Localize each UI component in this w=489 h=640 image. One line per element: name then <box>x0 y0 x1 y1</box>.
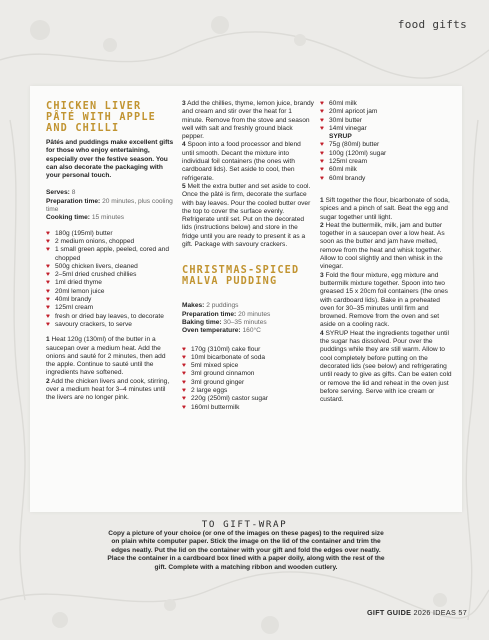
column-3 <box>320 100 454 404</box>
recipe1-intro: Pâtés and puddings make excellent gifts for those who enjoy entertaining, especially over the festive season. You can also decorate the packaging with your personal touch. <box>46 139 174 180</box>
list-item: ♥ 20ml lemon juice <box>46 287 105 295</box>
recipe1-step: 2 Add the chicken livers and cook, stirring, over a medium heat for 3–4 minutes until the livers are no longer pink. <box>46 377 170 402</box>
list-item: ♥ 125ml cream <box>46 304 94 312</box>
heart-bullet-icon: ♥ <box>46 237 50 245</box>
heart-bullet-icon: ♥ <box>182 403 186 411</box>
recipe1-ingredients <box>46 230 176 330</box>
list-item: ♥ 500g chicken livers, cleaned <box>46 262 138 270</box>
gift-wrap-text: Copy a picture of your choice (or one of the images on these pages) to the required size on plain white computer paper. Stick the image on the lid of the container and trim the edges neatly. Put the lid on the container with your gift and fold the edges over neatly. Place the container in a cardboard box lined with a paper doily, along with the rest of the gift. Complete with a matching ribbon and wooden cutlery. <box>107 530 385 571</box>
heart-bullet-icon: ♥ <box>320 158 324 166</box>
list-item: ♥ 125ml cream <box>320 158 368 166</box>
gift-wrap-title: TO GIFT-WRAP <box>201 519 288 530</box>
list-item: ♥ 75g (80ml) butter <box>320 141 380 149</box>
recipe1-step: 1 Heat 120g (130ml) of the butter in a saucepan over a medium heat. Add the onions and sauté for 2 minutes, then add the apple. Continue to sauté until the ingredients have softened. <box>46 336 166 377</box>
recipe1-title: CHICKEN LIVER PÂTÉ WITH APPLE AND CHILLI <box>46 101 157 134</box>
list-item: ♥ 1 small green apple, peeled, cored and chopped <box>46 246 170 262</box>
heart-bullet-icon: ♥ <box>320 149 324 157</box>
recipe1-step: 5 Melt the extra butter and set aside to cool. Once the pâté is firm, decorate the surface with bay leaves. Pour the cooled butter over the top to cover the surface evenly. Refrigerate until set. Put on the decorated lids (instructions below) and store in the fridge until you are ready to present it as a gift. Package with savoury crackers. <box>182 182 311 249</box>
list-item: ♥ 170g (310ml) cake flour <box>182 345 261 353</box>
heart-bullet-icon: ♥ <box>46 304 50 312</box>
page-number: 57 <box>458 608 467 617</box>
list-item: ♥ 180g (195ml) butter <box>46 229 113 237</box>
oven-line: Oven temperature: 160°C <box>182 327 261 335</box>
list-item: ♥ 60ml milk <box>320 166 357 174</box>
heart-bullet-icon: ♥ <box>182 378 186 386</box>
recipe2-ingredients-cont <box>320 100 454 133</box>
syrup-ingredients <box>320 141 454 182</box>
page-footer: GIFT GUIDE 2026 IDEAS 57 <box>367 608 467 617</box>
heart-bullet-icon: ♥ <box>46 287 50 295</box>
recipe2-step: 1 Sift together the flour, bicarbonate of soda, spices and a pinch of salt. Beat the egg and sugar together until light. <box>320 196 450 221</box>
list-item: ♥ 14ml vinegar <box>320 124 367 132</box>
list-item: ♥ 100g (120ml) sugar <box>320 149 387 157</box>
heart-bullet-icon: ♥ <box>182 345 186 353</box>
list-item: ♥ 2 large eggs <box>182 387 228 395</box>
heart-bullet-icon: ♥ <box>182 370 186 378</box>
list-item: ♥ 60ml milk <box>320 100 357 107</box>
heart-bullet-icon: ♥ <box>46 320 50 328</box>
cook-line: Cooking time: 15 minutes <box>46 214 125 222</box>
list-item: ♥ 20ml apricot jam <box>320 108 378 116</box>
makes-line: Makes: 2 puddings <box>182 302 239 310</box>
recipe1-step: 4 Spoon into a food processor and blend until smooth. Decant the mixture into individual foil containers (the ones with cardboard lids). Set aside to cool, then refrigerate. <box>182 141 301 182</box>
list-item: ♥ 1ml dried thyme <box>46 279 102 287</box>
recipe2-step: 3 Fold the flour mixture, egg mixture and buttermilk mixture together. Spoon into two greased 15 x 20cm foil containers (the ones with cardboard lids). Bake in a preheated oven for 30–35 minutes until firm and browned. Remove from the oven and set aside on a cooling rack. <box>320 271 448 329</box>
bake-line: Baking time: 30–35 minutes <box>182 318 267 326</box>
heart-bullet-icon: ♥ <box>320 100 324 107</box>
list-item: ♥ 2–5ml dried crushed chillies <box>46 271 137 279</box>
list-item: ♥ 3ml ground ginger <box>182 378 245 386</box>
heart-bullet-icon: ♥ <box>182 353 186 361</box>
list-item: ♥ 220g (250ml) castor sugar <box>182 395 268 403</box>
heart-bullet-icon: ♥ <box>46 296 50 304</box>
recipe2-step: 2 Heat the buttermilk, milk, jam and butter together in a saucepan over a low heat. As soon as the butter and jam have melted, remove from the heat and whisk together. Allow to cool slightly and then whisk in the vinegar. <box>320 221 445 271</box>
heart-bullet-icon: ♥ <box>46 271 50 279</box>
list-item: ♥ fresh or dried bay leaves, to decorate <box>46 312 164 320</box>
list-item: ♥ 160ml buttermilk <box>182 403 240 411</box>
heart-bullet-icon: ♥ <box>182 395 186 403</box>
heart-bullet-icon: ♥ <box>320 141 324 149</box>
heart-bullet-icon: ♥ <box>320 174 324 182</box>
prep-line: Preparation time: 20 minutes <box>182 310 271 318</box>
list-item: ♥ savoury crackers, to serve <box>46 320 132 328</box>
list-item: ♥ 40ml brandy <box>46 296 92 304</box>
heart-bullet-icon: ♥ <box>46 312 50 320</box>
recipe1-step: 3 Add the chillies, thyme, lemon juice, brandy and cream and stir over the heat for 1 minute. Remove from the stove and season well with salt and freshly ground black pepper. <box>182 100 314 141</box>
heart-bullet-icon: ♥ <box>320 124 324 132</box>
list-item: ♥ 2 medium onions, chopped <box>46 237 135 245</box>
list-item: ♥ 10ml bicarbonate of soda <box>182 353 266 361</box>
heart-bullet-icon: ♥ <box>46 246 50 254</box>
heart-bullet-icon: ♥ <box>182 362 186 370</box>
recipe2-ingredients <box>182 346 314 412</box>
heart-bullet-icon: ♥ <box>320 166 324 174</box>
serves-line: Serves: 8 <box>46 189 76 197</box>
heart-bullet-icon: ♥ <box>320 116 324 124</box>
section-label: food gifts <box>397 18 467 31</box>
list-item: ♥ 30ml butter <box>320 116 362 124</box>
recipe2-title: CHRISTMAS-SPICED MALVA PUDDING <box>182 265 300 288</box>
list-item: ♥ 3ml ground cinnamon <box>182 370 255 378</box>
heart-bullet-icon: ♥ <box>46 229 50 237</box>
heart-bullet-icon: ♥ <box>320 108 324 116</box>
list-item: ♥ 60ml brandy <box>320 174 366 182</box>
prep-line: Preparation time: 20 minutes, plus cooling time <box>46 197 173 214</box>
column-1 <box>46 101 176 403</box>
syrup-heading: SYRUP <box>329 133 352 141</box>
heart-bullet-icon: ♥ <box>182 387 186 395</box>
recipe2-step: 4 SYRUP Heat the ingredients together until the sugar has dissolved. Pour over the puddings while they are still warm. Allow to cool completely before putting on the decorated lids (see below) and refrigerating until ready to give as gifts. Can be eaten cold or remove the lid and reheat in the oven just before serving. Serve with ice cream or custard. <box>320 329 452 404</box>
heart-bullet-icon: ♥ <box>46 262 50 270</box>
recipe-panel <box>30 86 462 512</box>
column-2 <box>182 100 314 412</box>
list-item: ♥ 5ml mixed spice <box>182 362 239 370</box>
heart-bullet-icon: ♥ <box>46 279 50 287</box>
